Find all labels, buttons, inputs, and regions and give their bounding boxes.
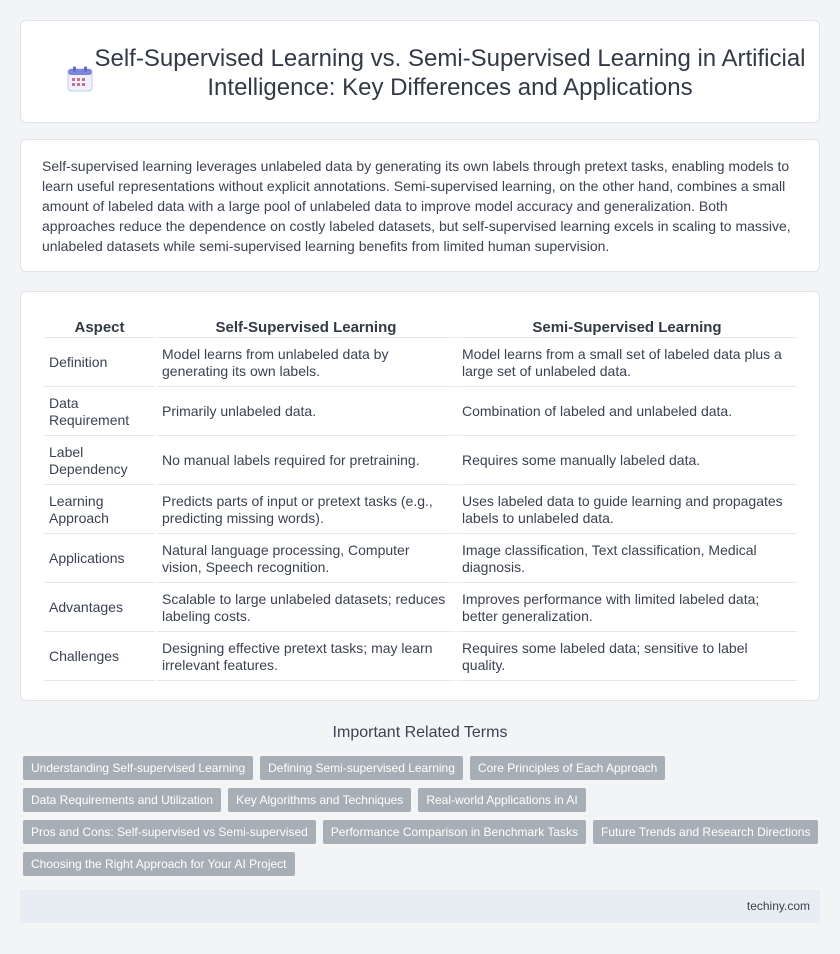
row-aspect: Definition [44, 339, 155, 387]
row-semi-supervised: Improves performance with limited labeled data; better generalization. [457, 584, 797, 632]
table-row [44, 584, 797, 632]
row-aspect: Data Requirement [44, 388, 155, 436]
related-term-tag[interactable]: Key Algorithms and Techniques [228, 788, 411, 812]
row-semi-supervised: Model learns from a small set of labeled data plus a large set of unlabeled data. [457, 339, 797, 387]
related-term-tag[interactable]: Core Principles of Each Approach [470, 756, 665, 780]
related-term-tag[interactable]: Performance Comparison in Benchmark Tasks [323, 820, 586, 844]
row-aspect: Learning Approach [44, 486, 155, 534]
comparison-table [42, 313, 799, 682]
header-semi-supervised: Semi-Supervised Learning [457, 314, 797, 338]
row-semi-supervised: Requires some labeled data; sensitive to label quality. [457, 633, 797, 681]
related-term-tag[interactable]: Future Trends and Research Directions [593, 820, 818, 844]
row-aspect: Advantages [44, 584, 155, 632]
row-self-supervised: Predicts parts of input or pretext tasks (e.g., predicting missing words). [157, 486, 455, 534]
header-self-supervised: Self-Supervised Learning [157, 314, 455, 338]
site-name[interactable]: techiny.com [746, 899, 810, 913]
row-semi-supervised: Combination of labeled and unlabeled data. [457, 388, 797, 436]
row-aspect: Label Dependency [44, 437, 155, 485]
row-semi-supervised: Requires some manually labeled data. [457, 437, 797, 485]
row-aspect: Applications [44, 535, 155, 583]
table-row [44, 388, 797, 436]
related-term-tag[interactable]: Pros and Cons: Self-supervised vs Semi-supervised [23, 820, 316, 844]
row-aspect: Challenges [44, 633, 155, 681]
table-row [44, 633, 797, 681]
row-self-supervised: Scalable to large unlabeled datasets; reduces labeling costs. [157, 584, 455, 632]
table-row [44, 535, 797, 583]
table-row [44, 486, 797, 534]
comparison-table-card [20, 291, 820, 701]
row-semi-supervised: Image classification, Text classification, Medical diagnosis. [457, 535, 797, 583]
related-term-tag[interactable]: Data Requirements and Utilization [23, 788, 221, 812]
row-self-supervised: Primarily unlabeled data. [157, 388, 455, 436]
table-header-row [44, 314, 797, 338]
summary-text: Self-supervised learning leverages unlabeled data by generating its own labels through pretext tasks, enabling models to learn useful representations without explicit annotations. Semi-supervised learning, on the other hand, combines a small amount of labeled data with a large pool of unlabeled data to improve model accuracy and generalization. Both approaches reduce the dependence on costly labeled datasets, but self-supervised learning excels in scaling to massive, unlabeled datasets while semi-supervised learning benefits from limited human supervision. [42, 158, 791, 254]
related-term-tag[interactable]: Real-world Applications in AI [418, 788, 585, 812]
page-title: Self-Supervised Learning vs. Semi-Supervised Learning in Artificial Intelligence: Key Differences and Applications [94, 45, 806, 101]
row-self-supervised: Model learns from unlabeled data by generating its own labels. [157, 339, 455, 387]
row-self-supervised: No manual labels required for pretraining. [157, 437, 455, 485]
related-term-tag[interactable]: Understanding Self-supervised Learning [23, 756, 253, 780]
table-row [44, 339, 797, 387]
related-terms-heading: Important Related Terms [332, 724, 508, 741]
related-term-tag[interactable]: Defining Semi-supervised Learning [260, 756, 463, 780]
row-self-supervised: Natural language processing, Computer vision, Speech recognition. [157, 535, 455, 583]
summary-card [20, 139, 820, 272]
table-row [44, 437, 797, 485]
title-card [20, 20, 820, 123]
footer [20, 890, 820, 923]
header-aspect: Aspect [44, 314, 155, 338]
row-semi-supervised: Uses labeled data to guide learning and propagates labels to unlabeled data. [457, 486, 797, 534]
related-term-tag[interactable]: Choosing the Right Approach for Your AI Project [23, 852, 295, 876]
related-terms-list [23, 756, 823, 876]
row-self-supervised: Designing effective pretext tasks; may learn irrelevant features. [157, 633, 455, 681]
